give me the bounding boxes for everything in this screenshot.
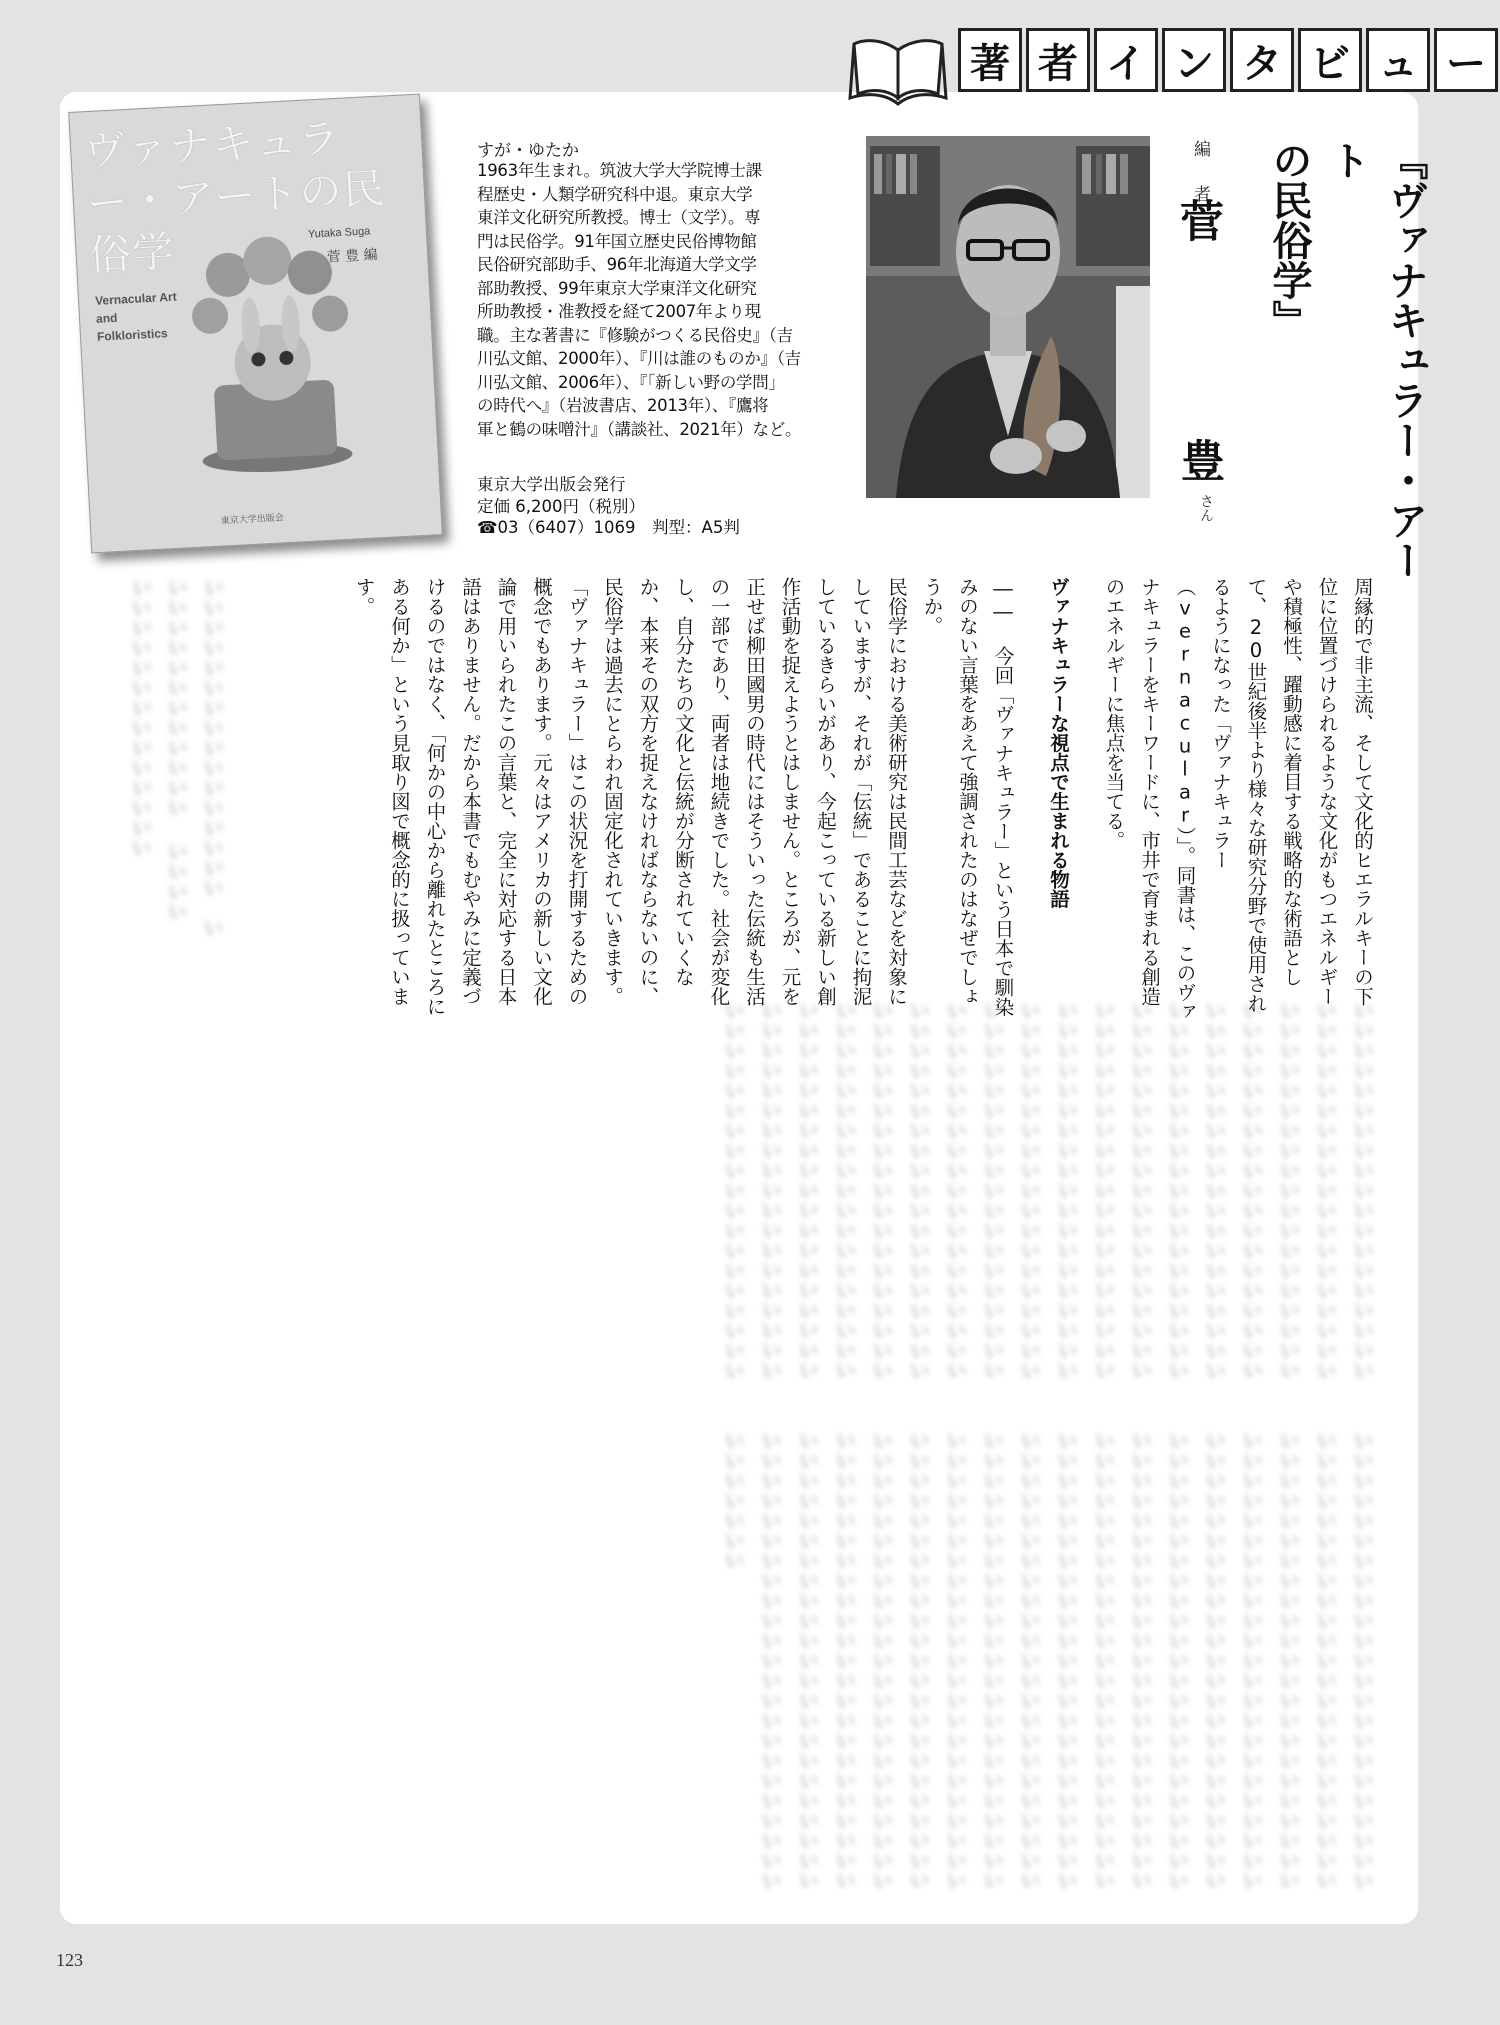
- blurred-text-block: いいいいいいいいいいいいいいいい いいいいいいいいいいいいい いいいいいいいいいいいいいいいいいい: [128, 577, 224, 937]
- bio-line: 川弘文館、2006年）、『「新しい野の学問」: [477, 372, 785, 392]
- bio-line: 所助教授・准教授を経て2007年より現: [477, 302, 761, 321]
- section-title-char: 著: [958, 28, 1022, 92]
- answer-paragraph: 「ヴァナキュラー」はこの状況を打開するための概念でもあります。元々はアメリカの新しい文化論で用いられたこの言葉と、完全に対応する日本語はありません。だから本書でもむやみに定義づけるのではなく、「何かの中心から離れたところにある何か」という見取り図で概念的に扱っています。: [352, 577, 589, 1016]
- bio-line: 川弘文館、2000年）、『川は誰のものか』（吉: [477, 349, 801, 368]
- answer-paragraph: 民俗学における美術研究は民間工芸などを対象にしていますが、それが「伝統」であることに拘泥しているきらいがあり、今起こっている新しい創作活動を捉えようとはしません。ところが、元を正せば柳田國男の時代にはそういった伝統も生活の一部であり、両者は地続きでした。社会が変化し、自分たちの文化と伝統が分断されていくなか、本来その双方を捉えなければならないのに、民俗学は過去にとらわれ固定化されていきます。: [601, 577, 908, 1006]
- author-role: 編 者: [1190, 140, 1210, 206]
- section-title-char: タ: [1230, 28, 1294, 92]
- blurred-text-block: いいいいいいいいいいいいいいいいいいいいいいいいいいいいいいいいいいいいいいいいいいいいいいいいいいいいいいいいいいいいいいいいいいいいいいいいいいいいいいいいいいいいいいいいいいいいいいいいいいいいいいいいいいいいいいいいいいいいいいいいいいいいいいいいいいいいいいいいいいいいいいいいいいいいいいいいいいいいいいいいいいいいいいいいいいいいいいいいいいいいいいいいいいいいいいいいいいいいいいいいいいいいいいいいいいいいいいいいいいいいいいいいいいいいいいいいいいいいいいいいいいいいいいいいいいいいいいいいいいいいいいいいいいいいいいいいいいいいいいいいいいいいいいいいいいいいいいいいいいいいいいいいいいいいいいいいいいいいいいいいいいいいいいいいいいいいいいいいいいいいいいいいいいいいいいいいいいいいいいいいいいいいいいいいいいいいいいいいいいいいいいいいいいいいいいいいいいいいいい: [721, 1430, 1374, 1890]
- page-number: 123: [56, 1950, 83, 1970]
- blurred-text-block: いいいいいいいいいいいいいいいいいいいいいいいいいいいいいいいいいいいいいいいいいいいいいいいいいいいいいいいいいいいいいいいいいいいいいいいいいいいいいいいいいいいいいいいいいいいいいいいいいいいいいいいいいいいいいいいいいいいいいいいいいいいいいいいいいいいいいいいいいいいいいいいいいいいいいいいいいいいいいいいいいいいいいいいいいいいいいいいいいいいいいいいいいいいいいいいいいいいいいいいいいいいいいいいいいいいいいいいいいいいいいいいいいいいいいいいいいいいいいいいいいいいいいいいいいいいいいいいいいいいいいいいいいいいいいいいいいいいいいいいいいいいいいいいいいいいいいいいいいいいいいいいいいいいいいいいいいいいいいいいいいいいいいいいいいいいいいいいいいいいいいい: [721, 1000, 1374, 1380]
- cover-author: 菅 豊 編: [326, 247, 378, 266]
- cover-english-line: Vernacular Art: [94, 289, 177, 308]
- section-title-char: ュ: [1366, 28, 1430, 92]
- bio-line: 部助教授、99年東京大学東洋文化研究: [477, 278, 757, 298]
- intro-paragraph: 周縁的で非主流、そして文化的ヒエラルキーの下位に位置づけられるような文化がもつエネルギーや積極性、躍動感に着目する戦略的な術語として、20世紀後半より様々な研究分野で使用されるようになった「ヴァナキュラー（vernacular）」。同書は、このヴァナキュラーをキーワードに、市井で育まれる創造のエネルギーに焦点を当てる。: [1102, 577, 1374, 1022]
- price-line: 定価 6,200円（税別）: [477, 496, 645, 516]
- cover-publisher: 東京大学出版会: [220, 513, 285, 527]
- book-title-line: 『ヴァナキュラー・アート: [1324, 140, 1428, 580]
- bio-line: 東洋文化研究所教授。博士（文学）。専: [477, 208, 761, 227]
- book-cover: [68, 93, 462, 572]
- cover-english-line: and: [95, 310, 118, 326]
- author-given-name: 豊: [1173, 438, 1224, 482]
- author-photo: [866, 136, 1150, 498]
- publication-info: [477, 474, 740, 539]
- phone-format-line: ☎03（6407）1069 判型：A5判: [477, 518, 740, 537]
- section-title-char: イ: [1094, 28, 1158, 92]
- book-title-line: の民俗学』: [1266, 140, 1312, 340]
- author-surname: 菅: [1172, 198, 1223, 242]
- bio-line: 1963年生まれ。筑波大学大学院博士課: [477, 161, 762, 180]
- author-reading: すが・ゆたか: [477, 141, 579, 161]
- open-book-icon: [848, 32, 948, 108]
- bio-line: 民俗研究部助手、96年北海道大学文学: [477, 255, 757, 274]
- author-honorific: さん: [1198, 494, 1214, 522]
- bio-line: の時代へ』（岩波書店、2013年）、『鷹将: [477, 396, 769, 415]
- article-body: [240, 577, 1380, 1022]
- section-title-char: ー: [1434, 28, 1498, 92]
- cover-author-en: Yutaka Suga: [307, 225, 371, 241]
- section-title-char: ビ: [1298, 28, 1362, 92]
- cover-title: ヴァナキュラー・アートの民俗学: [82, 113, 387, 281]
- cover-english-title: [95, 286, 218, 346]
- bio-line: 門は民俗学。91年国立歴史民俗博物館: [477, 231, 757, 251]
- cover-english-line: Folkloristics: [96, 326, 168, 344]
- section-title: [958, 28, 1498, 92]
- book-title: [1260, 140, 1434, 580]
- author-bio: [477, 159, 837, 441]
- bio-line: 職。主な著書に『修験がつくる民俗史』（吉: [477, 325, 793, 345]
- publisher-line: 東京大学出版会発行: [477, 475, 626, 494]
- bio-line: 程歴史・人類学研究科中退。東京大学: [477, 184, 753, 204]
- section-title-char: ン: [1162, 28, 1226, 92]
- bio-line: 軍と鶴の味噌汁』（講談社、2021年）など。: [477, 419, 802, 439]
- section-heading: ヴァナキュラーな視点で生まれる物語: [1047, 577, 1070, 909]
- section-title-char: 者: [1026, 28, 1090, 92]
- interview-question: ―― 今回「ヴァナキュラー」という日本で馴染みのない言葉をあえて強調されたのはなぜでしょうか。: [920, 577, 1015, 1017]
